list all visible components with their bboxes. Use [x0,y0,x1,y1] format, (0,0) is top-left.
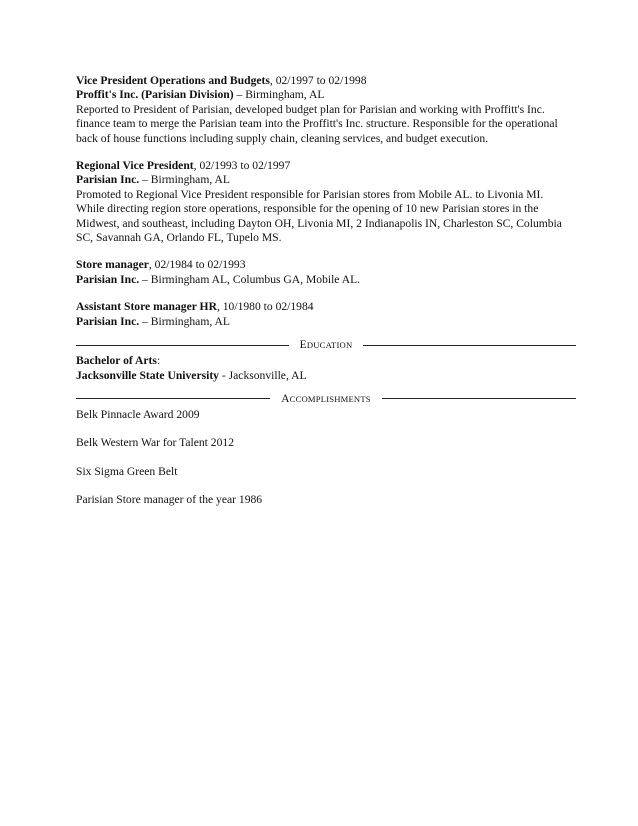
education-section-header [76,337,576,353]
job-description-line: finance team to merge the Parisian team into the Proffitt's Inc. structure. Responsible for the operational [76,117,558,131]
company-name: Parisian Inc. [76,173,140,187]
job-employer [76,88,576,102]
accomplishments-list [76,408,576,508]
section-divider [363,345,576,346]
job-title: Store manager [76,258,149,272]
degree: Bachelor of Arts [76,354,157,368]
company-name: Proffit's Inc. (Parisian Division) [76,88,234,102]
job-heading [76,159,576,173]
job-dates: , 02/1997 to 02/1998 [269,74,367,87]
job-description-line: Reported to President of Parisian, developed budget plan for Parisian and working with Proffitt's Inc. [76,102,545,116]
company-location: – Birmingham AL, Columbus GA, Mobile AL. [139,272,361,286]
job-employer [76,273,576,287]
accomplishments-section-header [76,391,576,407]
job-entry [76,74,576,146]
resume-page [76,74,576,522]
accomplishment-item: Belk Pinnacle Award 2009 [76,407,200,421]
section-title: ACCOMPLISHMENTS [281,392,371,405]
section-divider [76,345,289,346]
school-line [76,369,576,383]
job-heading [76,258,576,272]
job-heading [76,300,576,314]
accomplishment-item: Parisian Store manager of the year 1986 [76,493,263,507]
job-title: Vice President Operations and Budgets [76,74,270,87]
job-dates: , 10/1980 to 02/1984 [216,300,314,314]
degree-line: Bachelor of Arts: [76,354,161,368]
education-entry [76,354,576,383]
accomplishment-item: Six Sigma Green Belt [76,464,178,478]
job-dates: , 02/1993 to 02/1997 [193,159,291,173]
job-description-line: Promoted to Regional Vice President responsible for Parisian stores from Mobile AL. to Livonia MI. [76,187,544,201]
company-location: – Birmingham, AL [233,88,325,102]
school-name: Jacksonville State University [76,368,219,382]
company-name: Parisian Inc. [76,272,140,286]
company-name: Parisian Inc. [76,314,140,328]
job-entry [76,300,576,329]
section-divider [382,398,576,399]
job-heading [76,74,576,88]
job-employer [76,173,576,187]
company-location: – Birmingham, AL [139,314,230,328]
accomplishment-item: Belk Western War for Talent 2012 [76,436,234,450]
job-description-line: back of house functions including supply chain, cleaning services, and budget execution. [76,131,489,145]
job-dates: , 02/1984 to 02/1993 [148,258,246,272]
company-location: – Birmingham, AL [139,173,230,187]
job-employer [76,315,576,329]
job-description-line: While directing region store operations, responsible for the opening of 10 new Parisian stores in the [76,202,539,216]
school-location: - Jacksonville, AL [218,368,307,382]
job-title: Assistant Store manager HR [76,300,217,314]
job-description-line: SC, Savannah GA, Orlando FL, Tupelo MS. [76,231,282,245]
job-description-line: Midwest, and southeast, including Dayton OH, Livonia MI, 2 Indianapolis IN, Charleston SC, Columbia [76,216,562,230]
section-title: EDUCATION [299,338,353,351]
job-entry [76,258,576,287]
section-divider [76,398,270,399]
job-entry [76,159,576,245]
job-title: Regional Vice President [76,159,194,173]
